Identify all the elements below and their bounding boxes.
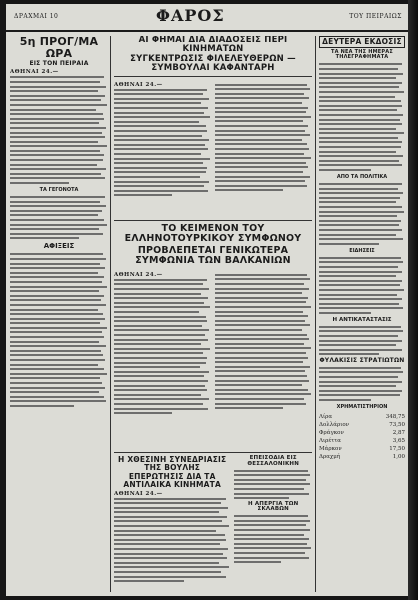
center-bottom-headline-2: ΕΠΕΡΩΤΗΣΙΣ ΔΙΑ ΤΑ ΑΝΤΙΛΑΙΚΑ ΚΙΝΗΜΑΤΑ bbox=[123, 471, 221, 489]
masthead bbox=[6, 4, 408, 32]
center-middle-dateline: ΑΘΗΝΑΙ 24.— bbox=[114, 271, 163, 278]
right-section-head-5: ΧΡΗΜΑΤΙΣΤΗΡΙΟΝ bbox=[336, 403, 388, 410]
right-box-headline: ΔΕΥΤΕΡΑ ΕΚΔΟΣΙΣ bbox=[319, 36, 405, 48]
masthead-left: ΔΡΑΧΜΑΙ 10 bbox=[14, 13, 59, 20]
center-bottom-dateline: ΑΘΗΝΑΙ 24.— bbox=[114, 490, 163, 497]
right-subhead-1: ΤΑ ΝΕΑ ΤΗΣ ΗΜΕΡΑΣ bbox=[331, 48, 393, 55]
masthead-right: ΤΟΥ ΠΕΙΡΑΙΩΣ bbox=[349, 13, 402, 20]
center-dateline: ΑΘΗΝΑΙ 24.— bbox=[114, 81, 163, 88]
right-article-body bbox=[319, 63, 405, 171]
table-row: Δολλάριον 73,50 bbox=[319, 421, 405, 428]
center-middle-body-left bbox=[114, 279, 211, 414]
right-section-head-2: ΕΙΔΗΣΕΙΣ bbox=[349, 247, 375, 254]
table-row: Λιρέττα 3,65 bbox=[319, 437, 405, 444]
right-subhead-2: ΤΗΛΕΓΡΑΦΗΜΑΤΑ bbox=[335, 54, 389, 61]
left-subheadline: ΕΙΣ ΤΟΝ ΠΕΙΡΑΙΑ bbox=[29, 60, 89, 68]
center-headline-2: ΣΥΓΚΕΝΤΡΩΣΙΣ ΦΙΛΕΛΕΥΘΕΡΩΝ — ΣΥΜΒΟΥΛΑΙ ΚΑΦΑΝΤΑΡΗ bbox=[130, 53, 296, 73]
center-big-headline-1: ΤΟ ΚΕΙΜΕΝΟΝ ΤΟΥ ΕΛΛΗΝΟΤΟΥΡΚΙΚΟΥ ΣΥΜΦΩΝΟΥ bbox=[124, 223, 302, 244]
right-table bbox=[319, 413, 405, 461]
binding-gutter bbox=[408, 0, 418, 600]
left-article-body bbox=[10, 76, 108, 184]
center-bottom-side-body-2 bbox=[234, 515, 312, 563]
left-article-2-body bbox=[10, 196, 108, 239]
divider bbox=[114, 76, 312, 77]
table-row: Δραχμή 1,00 bbox=[319, 453, 405, 460]
table-row: Μάρκον 17,50 bbox=[319, 445, 405, 452]
column-rule bbox=[110, 36, 111, 592]
right-article-5-body bbox=[319, 367, 405, 401]
center-bottom-side-head-2: Η ΑΠΕΡΓΙΑ ΤΩΝ ΣΚΛΑΒΩΝ bbox=[247, 500, 299, 513]
center-big-headline-2: ΠΡΟΒΛΕΠΕΤΑΙ ΓΕΝΙΚΩΤΕΡΑ ΣΥΜΦΩΝΙΑ ΤΩΝ ΒΑΛΚΑΝΙΩΝ bbox=[135, 244, 291, 266]
left-column bbox=[10, 36, 108, 592]
table-row: Φράγκον 2,87 bbox=[319, 429, 405, 436]
center-top-body-left bbox=[114, 89, 211, 197]
left-headline: 5η ΠΡΟΓ/ΜΑ ΩΡΑ bbox=[19, 36, 99, 60]
center-headline-1: ΑΙ ΦΗΜΑΙ ΔΙΑ ΔΙΑΔΟΣΕΙΣ ΠΕΡΙ ΚΙΝΗΜΑΤΩΝ bbox=[138, 36, 288, 54]
left-section-head-1: ΤΑ ΓΕΓΟΝΟΤΑ bbox=[39, 187, 79, 194]
column-rule bbox=[315, 36, 316, 592]
center-middle-body-right bbox=[215, 274, 312, 409]
left-dateline: ΑΘΗΝΑΙ 24.— bbox=[10, 69, 59, 76]
center-bottom-headline-1: Η ΧΘΕΣΙΝΗ ΣΥΝΕΔΡΙΑΣΙΣ ΤΗΣ ΒΟΥΛΗΣ bbox=[118, 455, 227, 472]
newspaper-page bbox=[6, 4, 408, 596]
left-section-head-2: ΑΦΙΞΕΙΣ bbox=[43, 242, 75, 251]
right-column bbox=[319, 36, 405, 592]
right-article-2-body bbox=[319, 183, 405, 245]
center-middle bbox=[114, 220, 312, 450]
divider bbox=[114, 452, 312, 453]
center-bottom-side-head-1: ΕΠΕΙΣΟΔΙΑ ΕΙΣ ΘΕΣΣΑΛΟΝΙΚΗΝ bbox=[247, 455, 300, 467]
right-article-4-body bbox=[319, 326, 405, 356]
left-article-3-body bbox=[10, 253, 108, 407]
center-bottom bbox=[114, 452, 312, 592]
right-article-3-body bbox=[319, 257, 405, 314]
divider bbox=[114, 220, 312, 221]
center-top bbox=[114, 36, 312, 216]
table-row: Λίρα 348,75 bbox=[319, 413, 405, 420]
newspaper-name: ΦΑΡΟΣ bbox=[156, 6, 225, 25]
right-section-head-4: ΦΥΛΑΚΙΣΙΣ ΣΤΡΑΤΙΩΤΩΝ bbox=[319, 357, 405, 365]
center-bottom-body bbox=[114, 498, 230, 583]
right-section-head-1: ΑΠΟ ΤΑ ΠΟΛΙΤΙΚΑ bbox=[336, 174, 388, 181]
center-bottom-side-body-1 bbox=[234, 470, 312, 500]
right-section-head-3: Η ΑΝΤΙΚΑΤΑΣΤΑΣΙΣ bbox=[332, 316, 392, 323]
center-top-body-right bbox=[215, 84, 312, 192]
